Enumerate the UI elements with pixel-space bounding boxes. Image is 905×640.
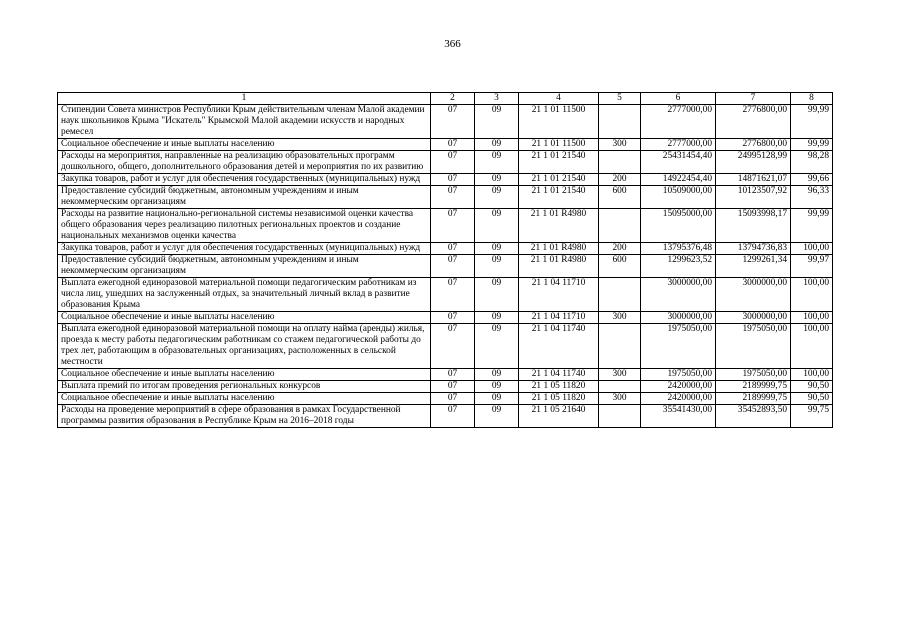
page-number: 366	[444, 38, 461, 50]
cell-subsection: 09	[475, 139, 519, 151]
cell-target-article: 21 1 04 11710	[519, 312, 599, 324]
cell-execution-percent: 100,00	[791, 369, 833, 381]
cell-executed-amount: 10123507,92	[716, 186, 791, 209]
cell-execution-percent: 99,99	[791, 209, 833, 243]
cell-expense-type: 200	[599, 174, 641, 186]
cell-planned-amount: 1975050,00	[641, 324, 716, 369]
cell-subsection: 09	[475, 278, 519, 312]
cell-expense-type: 300	[599, 139, 641, 151]
cell-executed-amount: 1975050,00	[716, 369, 791, 381]
cell-expense-type: 300	[599, 369, 641, 381]
cell-target-article: 21 1 01 21540	[519, 151, 599, 174]
column-header: 1	[58, 93, 431, 105]
cell-subsection: 09	[475, 405, 519, 428]
cell-executed-amount: 2776800,00	[716, 105, 791, 139]
cell-planned-amount: 13795376,48	[641, 243, 716, 255]
cell-executed-amount: 3000000,00	[716, 312, 791, 324]
cell-execution-percent: 99,99	[791, 139, 833, 151]
cell-executed-amount: 3000000,00	[716, 278, 791, 312]
cell-expense-type	[599, 405, 641, 428]
cell-executed-amount: 2189999,75	[716, 393, 791, 405]
cell-section: 07	[431, 151, 475, 174]
table-row	[58, 151, 833, 174]
table-row	[58, 369, 833, 381]
cell-target-article: 21 1 05 11820	[519, 393, 599, 405]
table-row	[58, 312, 833, 324]
cell-expense-type: 300	[599, 393, 641, 405]
cell-executed-amount: 1975050,00	[716, 324, 791, 369]
table-body	[58, 105, 833, 428]
cell-target-article: 21 1 05 21640	[519, 405, 599, 428]
cell-subsection: 09	[475, 312, 519, 324]
cell-description: Предоставление субсидий бюджетным, автономным учреждениям и иным некоммерческим организациям	[58, 186, 431, 209]
cell-target-article: 21 1 01 R4980	[519, 255, 599, 278]
table-row	[58, 243, 833, 255]
cell-expense-type: 600	[599, 186, 641, 209]
cell-planned-amount: 1975050,00	[641, 369, 716, 381]
cell-planned-amount: 2777000,00	[641, 139, 716, 151]
cell-planned-amount: 35541430,00	[641, 405, 716, 428]
cell-section: 07	[431, 278, 475, 312]
cell-executed-amount: 14871621,07	[716, 174, 791, 186]
cell-section: 07	[431, 139, 475, 151]
cell-planned-amount: 2420000,00	[641, 393, 716, 405]
cell-executed-amount: 2189999,75	[716, 381, 791, 393]
cell-execution-percent: 99,97	[791, 255, 833, 278]
cell-target-article: 21 1 04 11740	[519, 324, 599, 369]
cell-section: 07	[431, 174, 475, 186]
cell-execution-percent: 98,28	[791, 151, 833, 174]
cell-executed-amount: 2776800,00	[716, 139, 791, 151]
cell-description: Социальное обеспечение и иные выплаты населению	[58, 393, 431, 405]
table-row	[58, 139, 833, 151]
cell-subsection: 09	[475, 209, 519, 243]
cell-section: 07	[431, 381, 475, 393]
cell-section: 07	[431, 324, 475, 369]
column-header: 7	[716, 93, 791, 105]
cell-target-article: 21 1 04 11710	[519, 278, 599, 312]
cell-execution-percent: 96,33	[791, 186, 833, 209]
table-row	[58, 186, 833, 209]
cell-execution-percent: 100,00	[791, 312, 833, 324]
cell-target-article: 21 1 01 21540	[519, 174, 599, 186]
cell-execution-percent: 99,75	[791, 405, 833, 428]
table-row	[58, 255, 833, 278]
cell-expense-type: 600	[599, 255, 641, 278]
cell-section: 07	[431, 209, 475, 243]
cell-target-article: 21 1 01 11500	[519, 139, 599, 151]
cell-subsection: 09	[475, 186, 519, 209]
cell-description: Социальное обеспечение и иные выплаты населению	[58, 312, 431, 324]
column-header: 6	[641, 93, 716, 105]
cell-expense-type	[599, 209, 641, 243]
cell-section: 07	[431, 393, 475, 405]
cell-description: Стипендии Совета министров Республики Крым действительным членам Малой академии наук школьников Крыма "Искатель" Крымской Малой академии искусств и народных ремесел	[58, 105, 431, 139]
column-header: 2	[431, 93, 475, 105]
cell-subsection: 09	[475, 369, 519, 381]
cell-execution-percent: 99,99	[791, 105, 833, 139]
cell-subsection: 09	[475, 393, 519, 405]
cell-target-article: 21 1 05 11820	[519, 381, 599, 393]
column-header: 3	[475, 93, 519, 105]
table-row	[58, 393, 833, 405]
cell-description: Расходы на развитие национально-региональной системы независимой оценки качества общего образования через реализацию пилотных региональных проектов и создание национальных механизмов оценки качества	[58, 209, 431, 243]
cell-description: Выплата премий по итогам проведения региональных конкурсов	[58, 381, 431, 393]
table-row	[58, 278, 833, 312]
column-header: 5	[599, 93, 641, 105]
cell-section: 07	[431, 186, 475, 209]
cell-section: 07	[431, 105, 475, 139]
cell-executed-amount: 35452893,50	[716, 405, 791, 428]
cell-subsection: 09	[475, 255, 519, 278]
cell-subsection: 09	[475, 105, 519, 139]
cell-planned-amount: 15095000,00	[641, 209, 716, 243]
table-row	[58, 174, 833, 186]
cell-section: 07	[431, 369, 475, 381]
budget-table	[57, 92, 833, 428]
cell-execution-percent: 90,50	[791, 393, 833, 405]
cell-subsection: 09	[475, 174, 519, 186]
cell-executed-amount: 13794736,83	[716, 243, 791, 255]
table-row	[58, 405, 833, 428]
cell-expense-type: 200	[599, 243, 641, 255]
cell-planned-amount: 1299623,52	[641, 255, 716, 278]
cell-section: 07	[431, 243, 475, 255]
cell-target-article: 21 1 04 11740	[519, 369, 599, 381]
cell-description: Расходы на мероприятия, направленные на реализацию образовательных программ дошкольного, общего, дополнительного образования детей и мероприятия по их развитию	[58, 151, 431, 174]
cell-planned-amount: 3000000,00	[641, 312, 716, 324]
table-row	[58, 209, 833, 243]
cell-planned-amount: 3000000,00	[641, 278, 716, 312]
cell-expense-type: 300	[599, 312, 641, 324]
cell-executed-amount: 15093998,17	[716, 209, 791, 243]
cell-executed-amount: 1299261,34	[716, 255, 791, 278]
cell-target-article: 21 1 01 21540	[519, 186, 599, 209]
cell-description: Социальное обеспечение и иные выплаты населению	[58, 139, 431, 151]
cell-planned-amount: 2777000,00	[641, 105, 716, 139]
cell-expense-type	[599, 381, 641, 393]
cell-subsection: 09	[475, 381, 519, 393]
cell-subsection: 09	[475, 324, 519, 369]
cell-subsection: 09	[475, 243, 519, 255]
cell-description: Расходы на проведение мероприятий в сфере образования в рамках Государственной программы развития образования в Республике Крым на 2016–2018 годы	[58, 405, 431, 428]
cell-section: 07	[431, 255, 475, 278]
column-header: 4	[519, 93, 599, 105]
cell-section: 07	[431, 405, 475, 428]
cell-execution-percent: 99,66	[791, 174, 833, 186]
cell-planned-amount: 2420000,00	[641, 381, 716, 393]
table-row	[58, 105, 833, 139]
cell-execution-percent: 100,00	[791, 324, 833, 369]
cell-description: Закупка товаров, работ и услуг для обеспечения государственных (муниципальных) нужд	[58, 174, 431, 186]
cell-target-article: 21 1 01 R4980	[519, 243, 599, 255]
cell-target-article: 21 1 01 11500	[519, 105, 599, 139]
cell-description: Предоставление субсидий бюджетным, автономным учреждениям и иным некоммерческим организациям	[58, 255, 431, 278]
cell-planned-amount: 10509000,00	[641, 186, 716, 209]
table-row	[58, 381, 833, 393]
cell-execution-percent: 100,00	[791, 243, 833, 255]
cell-expense-type	[599, 324, 641, 369]
cell-executed-amount: 24995128,99	[716, 151, 791, 174]
cell-description: Выплата ежегодной единоразовой материальной помощи педагогическим работникам из числа лиц, ушедших на заслуженный отдых, за значительный личный вклад в развитие образования Крыма	[58, 278, 431, 312]
cell-expense-type	[599, 151, 641, 174]
cell-description: Выплата ежегодной единоразовой материальной помощи на оплату найма (аренды) жилья, проезда к месту работы педагогическим работникам со стажем педагогической работы до трех лет, работающим в образовательных организациях, расположенных в сельской местности	[58, 324, 431, 369]
cell-execution-percent: 90,50	[791, 381, 833, 393]
table-header-row	[58, 93, 833, 105]
cell-section: 07	[431, 312, 475, 324]
cell-expense-type	[599, 105, 641, 139]
cell-planned-amount: 25431454,40	[641, 151, 716, 174]
cell-description: Закупка товаров, работ и услуг для обеспечения государственных (муниципальных) нужд	[58, 243, 431, 255]
cell-description: Социальное обеспечение и иные выплаты населению	[58, 369, 431, 381]
cell-expense-type	[599, 278, 641, 312]
cell-planned-amount: 14922454,40	[641, 174, 716, 186]
table-row	[58, 324, 833, 369]
cell-subsection: 09	[475, 151, 519, 174]
cell-execution-percent: 100,00	[791, 278, 833, 312]
column-header: 8	[791, 93, 833, 105]
cell-target-article: 21 1 01 R4980	[519, 209, 599, 243]
